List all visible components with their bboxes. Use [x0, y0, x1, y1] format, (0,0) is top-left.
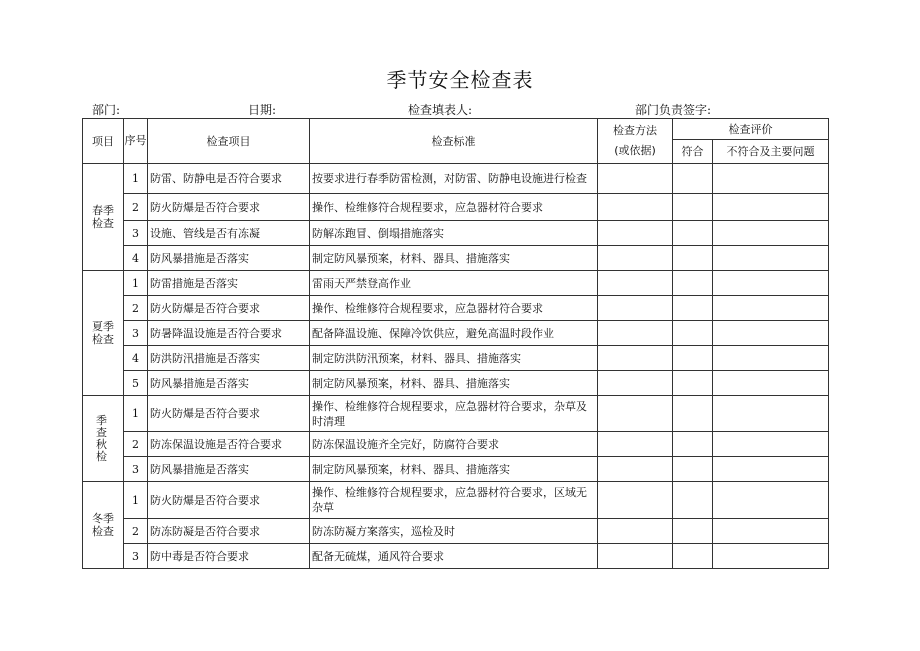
row-number: 3: [124, 221, 148, 246]
page-title: 季节安全检查表: [386, 68, 534, 92]
season-spring: [83, 164, 124, 271]
season-summer: [83, 271, 124, 396]
table-row: [83, 296, 829, 321]
row-standard: 雷雨天严禁登高作业: [310, 271, 598, 296]
row-number: 2: [124, 432, 148, 457]
row-standard: 操作、检维修符合规程要求，应急器材符合要求，杂草及时清理: [310, 396, 598, 432]
row-standard: 配备无硫煤，通风符合要求: [310, 544, 598, 569]
header-pass: 符合: [673, 140, 713, 164]
header-method: [598, 119, 673, 164]
fail-cell[interactable]: [713, 457, 829, 482]
row-item: 防冻防凝是否符合要求: [148, 519, 310, 544]
fail-cell[interactable]: [713, 482, 829, 519]
signature-label: 部门负责签字:: [635, 103, 712, 117]
method-cell[interactable]: [598, 544, 673, 569]
row-standard: 配备降温设施、保障冷饮供应，避免高温时段作业: [310, 321, 598, 346]
inspection-table: [82, 118, 829, 569]
season-winter-text: 冬季: [92, 512, 114, 525]
table-row: [83, 194, 829, 221]
row-item: 防雷措施是否落实: [148, 271, 310, 296]
row-standard: 操作、检维修符合规程要求，应急器材符合要求: [310, 296, 598, 321]
table-row: [83, 246, 829, 271]
row-number: 3: [124, 457, 148, 482]
table-row: [83, 519, 829, 544]
row-item: 防风暴措施是否落实: [148, 371, 310, 396]
pass-cell[interactable]: [673, 432, 713, 457]
header-item: 检查项目: [148, 119, 310, 164]
fail-cell[interactable]: [713, 396, 829, 432]
fail-cell[interactable]: [713, 164, 829, 194]
row-item: 设施、管线是否有冻凝: [148, 221, 310, 246]
table-row: [83, 544, 829, 569]
fail-cell[interactable]: [713, 194, 829, 221]
season-spring-text2: 检查: [92, 217, 114, 230]
table-row: [83, 482, 829, 519]
method-cell[interactable]: [598, 164, 673, 194]
row-number: 3: [124, 321, 148, 346]
header-seq: 序号: [124, 119, 148, 164]
header-fail: 不符合及主要问题: [713, 140, 829, 164]
row-item: 防火防爆是否符合要求: [148, 194, 310, 221]
table-row: [83, 432, 829, 457]
fail-cell[interactable]: [713, 221, 829, 246]
pass-cell[interactable]: [673, 482, 713, 519]
pass-cell[interactable]: [673, 321, 713, 346]
row-standard: 防冻防凝方案落实，巡检及时: [310, 519, 598, 544]
season-summer-text2: 检查: [92, 333, 114, 346]
pass-cell[interactable]: [673, 296, 713, 321]
row-item: 防风暴措施是否落实: [148, 246, 310, 271]
header-method-line1: 检查方法: [613, 124, 657, 137]
method-cell[interactable]: [598, 221, 673, 246]
method-cell[interactable]: [598, 396, 673, 432]
season-winter: [83, 482, 124, 569]
fail-cell[interactable]: [713, 246, 829, 271]
row-standard: 制定防风暴预案，材料、器具、措施落实: [310, 457, 598, 482]
method-cell[interactable]: [598, 371, 673, 396]
header-standard-text: 检查标准: [431, 134, 476, 148]
row-item: 防暑降温设施是否符合要求: [148, 321, 310, 346]
row-standard: 按要求进行春季防雷检测，对防雷、防静电设施进行检查: [310, 164, 598, 194]
pass-cell[interactable]: [673, 396, 713, 432]
row-number: 1: [124, 482, 148, 519]
season-winter-text2: 检查: [92, 525, 114, 538]
row-standard: 操作、检维修符合规程要求，应急器材符合要求，区域无杂草: [310, 482, 598, 519]
fail-cell[interactable]: [713, 432, 829, 457]
row-standard: 防冻保温设施齐全完好，防腐符合要求: [310, 432, 598, 457]
method-cell[interactable]: [598, 194, 673, 221]
table-row: [83, 396, 829, 432]
row-number: 2: [124, 296, 148, 321]
row-standard: 制定防风暴预案，材料、器具、措施落实: [310, 246, 598, 271]
table-row: [83, 164, 829, 194]
season-spring-text: 春季: [92, 204, 114, 217]
table-row: [83, 221, 829, 246]
season-autumn: [83, 396, 124, 482]
row-number: 1: [124, 396, 148, 432]
row-number: 3: [124, 544, 148, 569]
row-item: 防雷、防静电是否符合要求: [148, 164, 310, 194]
method-cell[interactable]: [598, 271, 673, 296]
method-cell[interactable]: [598, 432, 673, 457]
method-cell[interactable]: [598, 296, 673, 321]
table-row: [83, 457, 829, 482]
pass-cell[interactable]: [673, 271, 713, 296]
season-summer-text: 夏季: [92, 320, 114, 333]
row-item: 防风暴措施是否落实: [148, 457, 310, 482]
row-item: 防冻保温设施是否符合要求: [148, 432, 310, 457]
row-number: 4: [124, 246, 148, 271]
row-item: 防火防爆是否符合要求: [148, 296, 310, 321]
pass-cell[interactable]: [673, 194, 713, 221]
method-cell[interactable]: [598, 246, 673, 271]
row-standard: 制定防风暴预案，材料、器具、措施落实: [310, 371, 598, 396]
header-eval: 检查评价: [673, 119, 829, 140]
row-number: 4: [124, 346, 148, 371]
pass-cell[interactable]: [673, 519, 713, 544]
row-standard: 防解冻跑冒、倒塌措施落实: [310, 221, 598, 246]
fail-cell[interactable]: [713, 271, 829, 296]
season-autumn-text: 季查秋检: [96, 413, 107, 463]
fail-cell[interactable]: [713, 544, 829, 569]
row-standard: 操作、检维修符合规程要求，应急器材符合要求: [310, 194, 598, 221]
pass-cell[interactable]: [673, 246, 713, 271]
header-standard: [310, 119, 598, 164]
row-item: 防中毒是否符合要求: [148, 544, 310, 569]
pass-cell[interactable]: [673, 164, 713, 194]
pass-cell[interactable]: [673, 346, 713, 371]
method-cell[interactable]: [598, 346, 673, 371]
filler-label: 检查填表人:: [408, 103, 473, 117]
row-number: 2: [124, 519, 148, 544]
row-number: 1: [124, 164, 148, 194]
row-item: 防洪防汛措施是否落实: [148, 346, 310, 371]
method-cell[interactable]: [598, 519, 673, 544]
row-number: 2: [124, 194, 148, 221]
header-project: 项目: [83, 119, 124, 164]
fail-cell[interactable]: [713, 371, 829, 396]
pass-cell[interactable]: [673, 221, 713, 246]
row-number: 5: [124, 371, 148, 396]
table-row: [83, 321, 829, 346]
method-cell[interactable]: [598, 457, 673, 482]
pass-cell[interactable]: [673, 371, 713, 396]
row-standard: 制定防洪防汛预案，材料、器具、措施落实: [310, 346, 598, 371]
pass-cell[interactable]: [673, 544, 713, 569]
method-cell[interactable]: [598, 482, 673, 519]
table-row: [83, 346, 829, 371]
row-number: 1: [124, 271, 148, 296]
row-item: 防火防爆是否符合要求: [148, 396, 310, 432]
fail-cell[interactable]: [713, 321, 829, 346]
method-cell[interactable]: [598, 321, 673, 346]
header-method-line2: (或依据): [614, 144, 656, 157]
row-item: 防火防爆是否符合要求: [148, 482, 310, 519]
fail-cell[interactable]: [713, 519, 829, 544]
table-row: [83, 271, 829, 296]
date-label: 日期:: [248, 103, 277, 117]
table-row: [83, 371, 829, 396]
department-label: 部门:: [92, 103, 121, 117]
fail-cell[interactable]: [713, 346, 829, 371]
fail-cell[interactable]: [713, 296, 829, 321]
pass-cell[interactable]: [673, 457, 713, 482]
